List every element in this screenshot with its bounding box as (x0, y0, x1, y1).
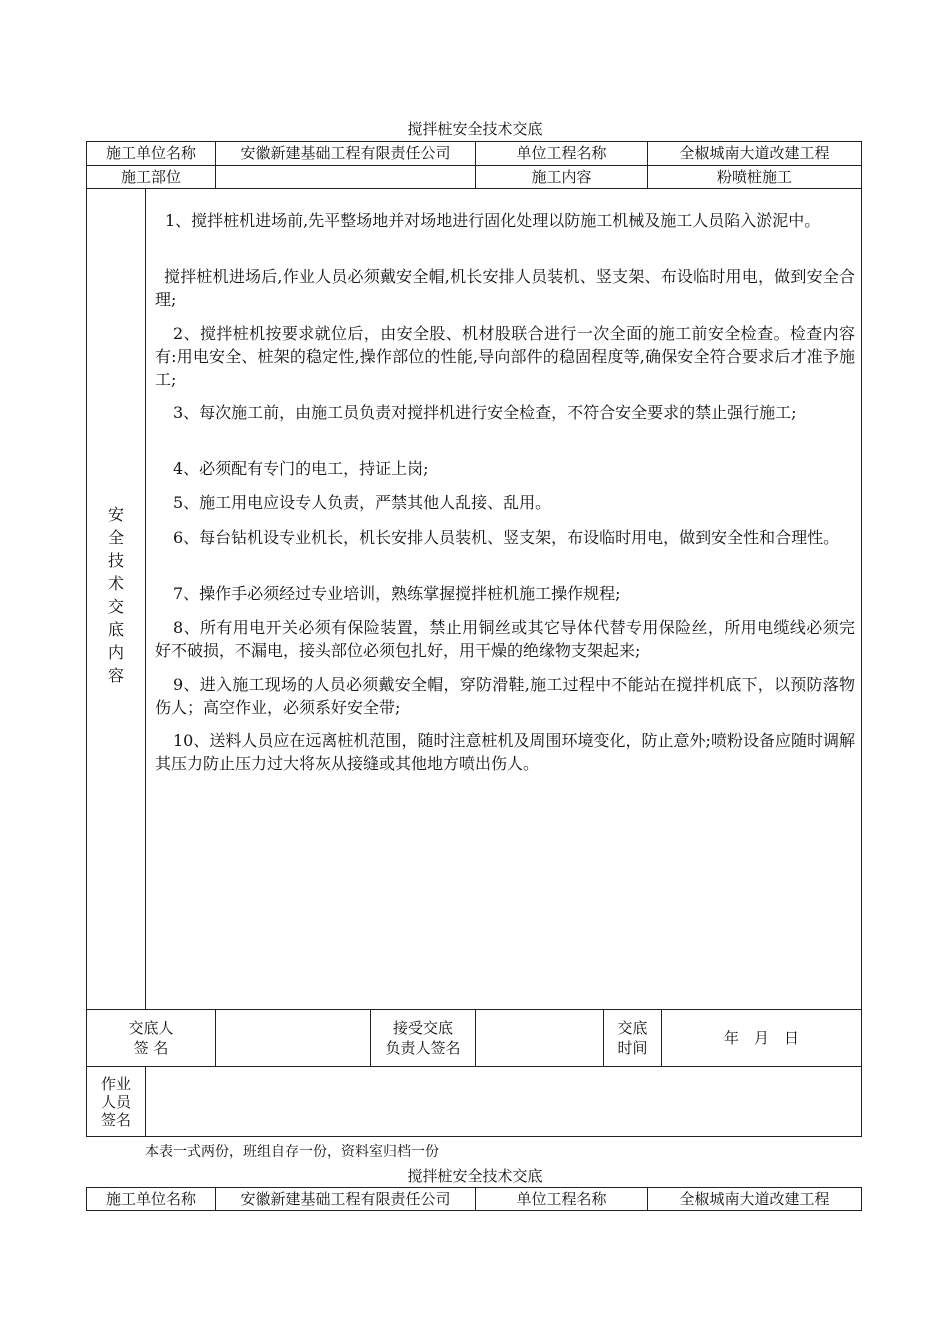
section-label (102, 503, 130, 687)
workers-label-line: 签名 (100, 1110, 131, 1129)
section-label-char: 容 (107, 666, 124, 685)
label-construction-part: 施工部位 (86, 165, 216, 189)
receiver-label-line2: 负责人签名 (385, 1039, 461, 1057)
handover-date-field[interactable] (661, 1009, 862, 1067)
workers-signature-field[interactable] (145, 1066, 862, 1137)
label-giver-signature (86, 1009, 216, 1067)
workers-label-line: 人员 (100, 1092, 131, 1111)
section-label-char: 交 (107, 597, 124, 616)
label-construction-unit: 施工单位名称 (86, 141, 216, 166)
paragraph-10: 10、送料人员应在远离桩机范围，随时注意桩机及周围环境变化，防止意外;喷粉设备应随时调解其压力防止压力过大将灰从接缝或其他地方喷出伤人。 (155, 731, 855, 773)
section-label-char: 术 (107, 574, 124, 593)
label-workers-signature (86, 1066, 146, 1137)
paragraph-6: 6、每台钻机设专业机长，机长安排人员装机、竖支架，布设临时用电，做到安全性和合理性。 (173, 528, 840, 547)
time-label-line1: 交底 (617, 1018, 648, 1037)
construction-unit-value: 安徽新建基础工程有限责任公司 (215, 141, 476, 166)
paragraph-2: 2、搅拌桩机按要求就位后，由安全股、机材股联合进行一次全面的施工前安全检查。检查内容有:用电安全、桩架的稳定性,操作部位的性能,导向部件的稳固程度等,确保安全符合要求后才准予施工; (155, 324, 855, 389)
date-placeholder: 年 月 日 (723, 1028, 799, 1047)
construction-part-value (215, 165, 476, 189)
doc-title: 搅拌桩安全技术交底 (407, 120, 543, 138)
project-name-value-2: 全椒城南大道改建工程 (647, 1187, 862, 1211)
label-receiver-signature (370, 1009, 476, 1067)
project-name-value: 全椒城南大道改建工程 (647, 141, 862, 166)
section-label-char: 技 (107, 551, 124, 570)
giver-signature-field[interactable] (215, 1009, 371, 1067)
label-project-name-2: 单位工程名称 (475, 1187, 648, 1211)
paragraph-8: 8、所有用电开关必须有保险装置，禁止用铜丝或其它导体代替专用保险丝，所用电缆线必须完好不破损，不漏电，接头部位必须包扎好，用干燥的绝缘物支架起来; (155, 618, 855, 660)
paragraph-1b: 搅拌桩机进场后,作业人员必须戴安全帽,机长安排人员装机、竖支架、布设临时用电，做到安全合理; (155, 267, 855, 309)
doc-title-2: 搅拌桩安全技术交底 (407, 1167, 543, 1185)
paragraph-7: 7、操作手必须经过专业培训，熟练掌握搅拌桩机施工操作规程; (173, 584, 621, 603)
paragraph-5: 5、施工用电应设专人负责，严禁其他人乱接、乱用。 (173, 493, 552, 512)
paragraph-9: 9、进入施工现场的人员必须戴安全帽，穿防滑鞋,施工过程中不能站在搅拌机底下，以预防落物伤人；高空作业，必须系好安全带; (155, 675, 855, 717)
label-construction-unit-2: 施工单位名称 (86, 1187, 216, 1211)
workers-label-line: 作业 (100, 1074, 131, 1093)
label-handover-time (603, 1009, 662, 1067)
footnote: 本表一式两份，班组自存一份，资料室归档一份 (145, 1144, 439, 1160)
label-construction-content: 施工内容 (475, 165, 648, 189)
paragraph-3: 3、每次施工前，由施工员负责对搅拌机进行安全检查，不符合安全要求的禁止强行施工; (173, 403, 797, 422)
section-label-char: 底 (107, 620, 124, 639)
giver-label-line2: 签 名 (133, 1039, 169, 1057)
receiver-label-line1: 接受交底 (392, 1018, 453, 1037)
section-label-char: 全 (107, 528, 124, 547)
label-project-name: 单位工程名称 (475, 141, 648, 166)
section-label-char: 内 (107, 643, 124, 662)
section-label-char: 安 (107, 505, 124, 524)
construction-content-value: 粉喷桩施工 (647, 165, 862, 189)
receiver-signature-field[interactable] (475, 1009, 604, 1067)
paragraph-1: 1、搅拌桩机进场前,先平整场地并对场地进行固化处理以防施工机械及施工人员陷入淤泥中。 (165, 211, 821, 230)
paragraph-4: 4、必须配有专门的电工，持证上岗; (173, 459, 429, 478)
giver-label-line1: 交底人 (128, 1018, 174, 1037)
time-label-line2: 时间 (617, 1039, 648, 1057)
construction-unit-value-2: 安徽新建基础工程有限责任公司 (215, 1187, 476, 1211)
